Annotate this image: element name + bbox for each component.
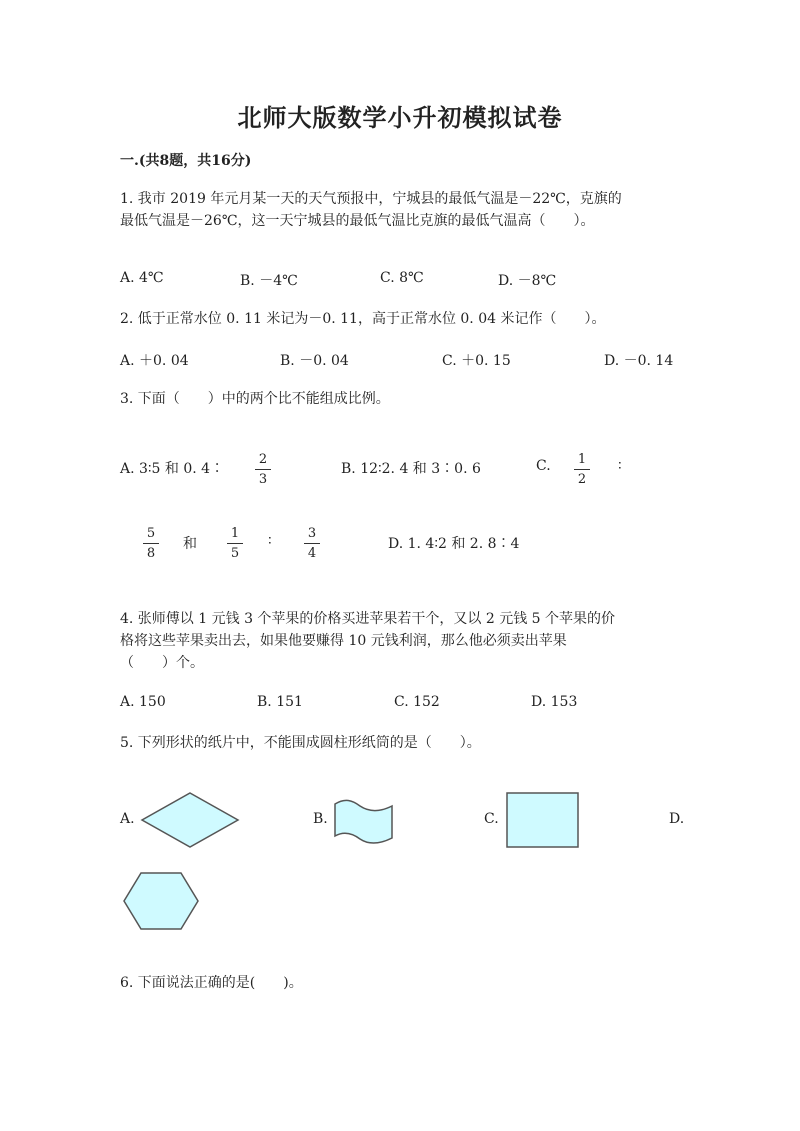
question-3-fraction-5-8 <box>141 526 161 561</box>
fraction-denominator: 3 <box>258 472 268 487</box>
hexagon-shape <box>123 872 199 930</box>
question-3-fraction-1-5 <box>225 526 245 561</box>
question-3-option-d: D. 1. 4∶2 和 2. 8∶4 <box>388 536 520 552</box>
rhombus-shape <box>140 792 240 848</box>
fraction-denominator: 5 <box>230 546 240 561</box>
question-3-option-b: B. 12∶2. 4 和 3∶0. 6 <box>341 461 481 477</box>
rectangle-shape <box>506 792 579 848</box>
question-6-text: 6. 下面说法正确的是( )。 <box>120 975 303 991</box>
page-title: 北师大版数学小升初模拟试卷 <box>237 103 563 132</box>
question-5-text: 5. 下列形状的纸片中，不能围成圆柱形纸筒的是（ ）。 <box>120 735 481 751</box>
question-3-option-a: A. 3∶5 和 0. 4∶ <box>120 461 225 477</box>
question-4-line-3: （ ）个。 <box>120 655 204 671</box>
question-3-option-a-fraction <box>253 452 273 487</box>
fraction-numerator: 2 <box>258 452 268 467</box>
question-4-option-d: D. 153 <box>531 694 578 710</box>
question-4-line-1: 4. 张师傅以 1 元钱 3 个苹果的价格买进苹果若干个，又以 2 元钱 5 个苹果的价 <box>120 611 616 627</box>
fraction-numerator: 3 <box>307 526 317 541</box>
question-4-option-c: C. 152 <box>394 694 440 710</box>
fraction-denominator: 8 <box>146 546 156 561</box>
question-3-option-c-fraction <box>572 452 592 487</box>
fraction-denominator: 4 <box>307 546 317 561</box>
ratio-colon: ∶ <box>618 458 622 474</box>
question-5-option-d-label: D. <box>669 811 685 827</box>
fraction-bar <box>143 543 159 544</box>
question-1-option-d: D. －8℃ <box>498 273 557 289</box>
fraction-numerator: 1 <box>230 526 240 541</box>
question-1-line-1: 1. 我市 2019 年元月某一天的天气预报中，宁城县的最低气温是－22℃，克旗的 <box>120 191 622 207</box>
fraction-bar <box>304 543 320 544</box>
ratio-colon: ∶ <box>268 533 272 549</box>
question-3-text: 3. 下面（ ）中的两个比不能组成比例。 <box>120 391 390 407</box>
fraction-bar <box>227 543 243 544</box>
question-4-option-b: B. 151 <box>257 694 303 710</box>
question-5-option-c-label: C. <box>484 811 499 827</box>
question-2-text: 2. 低于正常水位 0. 11 米记为－0. 11，高于正常水位 0. 04 米记作（ ）。 <box>120 311 606 327</box>
wavy-paper-shape <box>332 798 396 848</box>
question-1-option-c: C. 8℃ <box>380 270 424 286</box>
fraction-numerator: 5 <box>146 526 156 541</box>
question-2-option-c: C. ＋0. 15 <box>442 353 511 369</box>
question-4-line-2: 格将这些苹果卖出去，如果他要赚得 10 元钱利润，那么他必须卖出苹果 <box>120 633 567 649</box>
question-3-option-c: C. <box>536 458 551 474</box>
question-1-line-2: 最低气温是－26℃，这一天宁城县的最低气温比克旗的最低气温高（ ）。 <box>120 213 595 229</box>
and-label: 和 <box>183 536 197 552</box>
fraction-bar <box>255 469 271 470</box>
fraction-bar <box>574 469 590 470</box>
question-5-option-b-label: B. <box>313 811 328 827</box>
question-2-option-a: A. ＋0. 04 <box>120 353 189 369</box>
question-2-option-d: D. －0. 14 <box>604 353 674 369</box>
section-heading: 一.(共8题，共16分) <box>120 153 252 169</box>
question-1-option-b: B. －4℃ <box>240 273 298 289</box>
fraction-denominator: 2 <box>577 472 587 487</box>
question-2-option-b: B. －0. 04 <box>280 353 349 369</box>
question-5-option-a-label: A. <box>120 811 135 827</box>
question-4-option-a: A. 150 <box>120 694 166 710</box>
fraction-numerator: 1 <box>577 452 587 467</box>
question-3-fraction-3-4 <box>302 526 322 561</box>
question-1-option-a: A. 4℃ <box>120 270 164 286</box>
